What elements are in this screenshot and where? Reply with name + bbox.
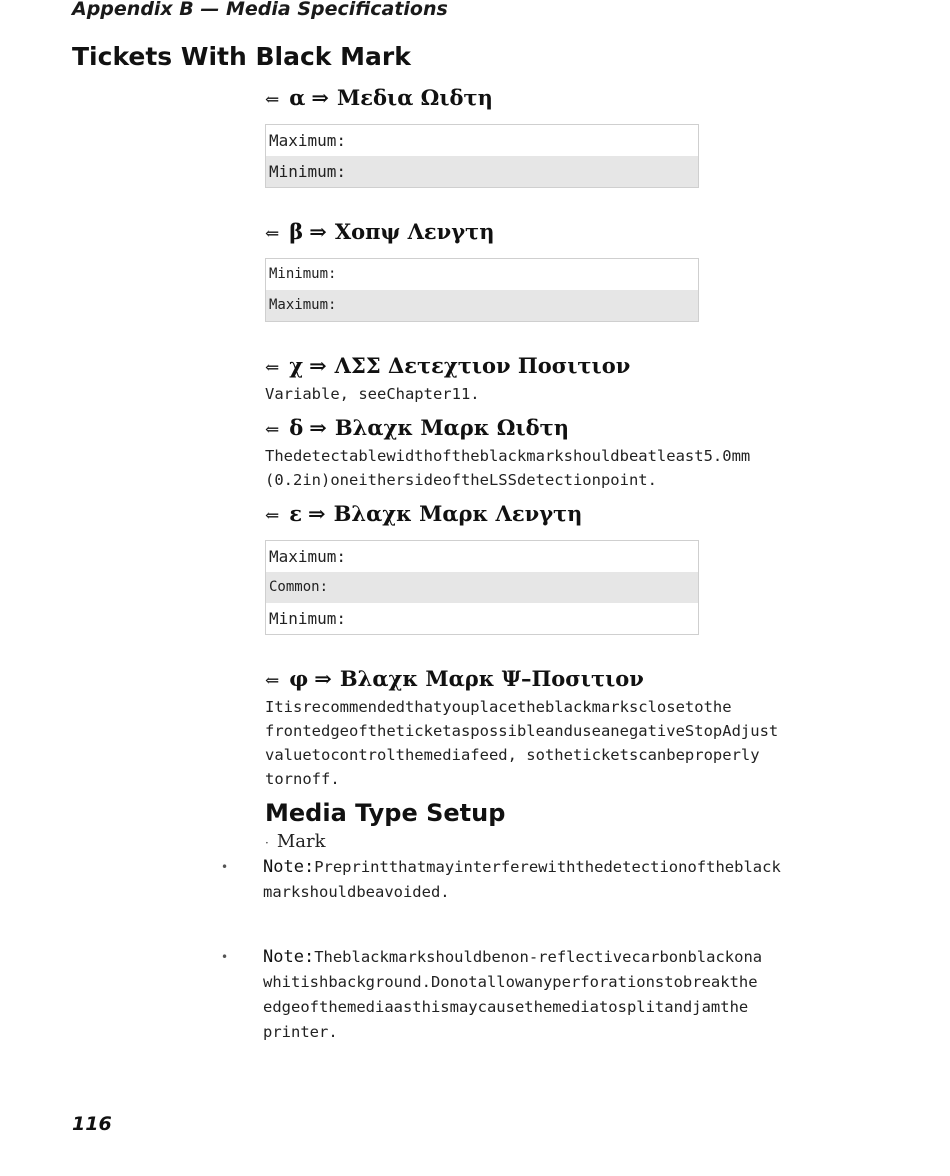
spec-title: Βλαχκ Μαρκ Ωιδτη bbox=[334, 415, 570, 440]
table-row-maximum: Maximum: bbox=[266, 290, 698, 321]
media-type-setup-title: Media Type Setup bbox=[265, 799, 506, 827]
table-row-common: Common: bbox=[266, 572, 698, 603]
right-arrow-icon: ⇒ bbox=[311, 85, 330, 110]
lss-detection-text: Variable, seeChapter11. bbox=[265, 385, 480, 403]
left-arrow-icon: ⇐ bbox=[265, 224, 280, 244]
left-arrow-icon: ⇐ bbox=[265, 420, 280, 440]
left-arrow-icon: ⇐ bbox=[265, 90, 280, 110]
table-row-minimum: Minimum: bbox=[269, 609, 347, 628]
spec-heading-media-width bbox=[265, 84, 865, 114]
media-width-table bbox=[265, 124, 699, 188]
spec-letter: φ bbox=[289, 666, 309, 691]
right-arrow-icon: ⇒ bbox=[308, 501, 326, 526]
note-preprint bbox=[221, 855, 873, 905]
spec-letter: ε bbox=[289, 501, 303, 526]
spec-letter: β bbox=[289, 219, 304, 244]
left-arrow-icon: ⇐ bbox=[265, 671, 280, 691]
spec-title: Μεδια Ωιδτη bbox=[337, 85, 493, 110]
spec-heading-lss-detection-position bbox=[265, 352, 865, 382]
right-arrow-icon: ⇒ bbox=[314, 666, 332, 691]
right-arrow-icon: ⇒ bbox=[309, 219, 327, 244]
note-text: Preprintthatmayinterferewiththedetectionoftheblack markshouldbeavoided. bbox=[263, 858, 781, 901]
spec-heading-black-mark-width bbox=[265, 414, 865, 444]
page-number: 116 bbox=[72, 1113, 112, 1135]
running-header: Appendix B — Media Specifications bbox=[72, 0, 448, 20]
spec-title: Βλαχκ Μαρκ Λενγτη bbox=[333, 501, 583, 526]
right-arrow-icon: ⇒ bbox=[309, 353, 327, 378]
left-arrow-icon: ⇐ bbox=[265, 506, 280, 526]
copy-length-table bbox=[265, 258, 699, 322]
table-row-minimum: Minimum: bbox=[266, 156, 698, 187]
spec-title: Χοπψ Λενγτη bbox=[334, 219, 495, 244]
note-label: Note: bbox=[263, 857, 315, 877]
black-mark-length-table bbox=[265, 540, 699, 635]
spec-title: ΛΣΣ Δετεχτιον Ποσιτιον bbox=[334, 353, 631, 378]
note-black-mark bbox=[221, 945, 873, 1045]
spec-letter: α bbox=[289, 85, 306, 110]
note-text: Theblackmarkshouldbenon-reflectivecarbonblackona whitishbackground.Donotallowanyperforationstobreakthe edgeofthemediaasthismaycausethemediatosplitandjamthe printer. bbox=[263, 948, 763, 1041]
spec-heading-black-mark-length bbox=[265, 500, 865, 530]
section-title: Tickets With Black Mark bbox=[72, 42, 411, 71]
right-arrow-icon: ⇒ bbox=[309, 415, 327, 440]
black-mark-width-text: Thedetectablewidthoftheblackmarkshouldbeatleast5.0mm (0.2in)oneithersideoftheLSSdetectionpoint. bbox=[265, 447, 751, 489]
left-arrow-icon: ⇐ bbox=[265, 358, 280, 378]
media-type-mark-item bbox=[265, 831, 865, 852]
bullet-icon: • bbox=[221, 860, 229, 874]
spec-letter: χ bbox=[289, 353, 304, 378]
table-row-maximum: Maximum: bbox=[269, 131, 347, 150]
spec-letter: δ bbox=[289, 415, 304, 440]
black-mark-y-position-text: Itisrecommendedthatyouplacetheblackmarksclosetothe frontedgeoftheticketaspossibleanduseanegativeStopAdjust valuetocontrolthemediafeed, sotheticketscanbeproperly tornoff. bbox=[265, 698, 779, 788]
note-label: Note: bbox=[263, 947, 315, 967]
media-type-mark-label: Mark bbox=[276, 831, 326, 852]
spec-heading-black-mark-y-position bbox=[265, 665, 865, 695]
spec-title: Βλαχκ Μαρκ Ψ–Ποσιτιον bbox=[339, 666, 644, 691]
spec-content bbox=[265, 84, 865, 852]
table-row-maximum: Maximum: bbox=[269, 547, 347, 566]
spec-heading-copy-length bbox=[265, 218, 865, 248]
table-row-minimum: Minimum: bbox=[269, 266, 337, 282]
bullet-icon: • bbox=[221, 950, 229, 964]
bullet-dot-icon: · bbox=[265, 836, 269, 850]
